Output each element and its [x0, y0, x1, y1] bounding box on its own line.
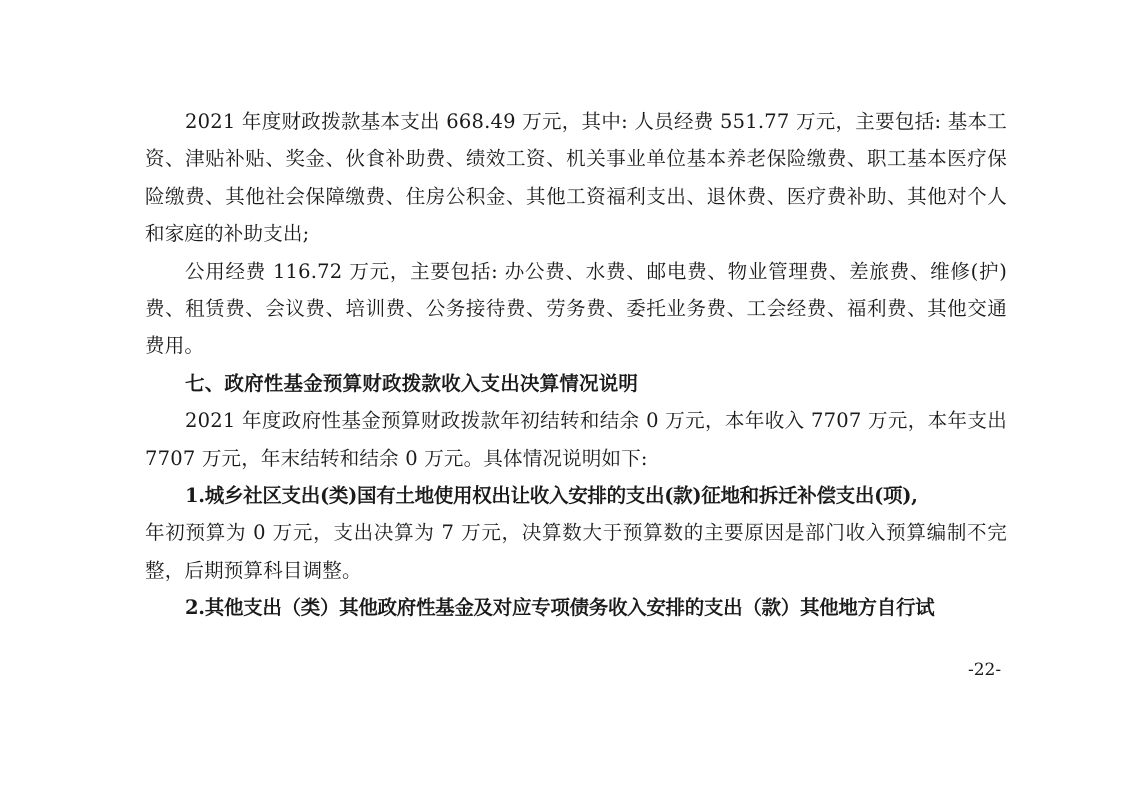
section-heading-government-fund: 七、政府性基金预算财政拨款收入支出决算情况说明 [185, 371, 639, 395]
paragraph-basic-expenditure: 2021 年度财政拨款基本支出 668.49 万元，其中: 人员经费 551.77 万元，主要包括: 基本工资、津贴补贴、奖金、伙食补助费、绩效工资、机关事业单位基本养老保险缴费、职工基本医疗保险缴费、其他社会保障缴费、住房公积金、其他工资福利支出、退休费、医疗费补助、其他对个人和家庭的补助支出; [145, 110, 1007, 246]
document-body [145, 103, 1007, 627]
item-1-heading: 1.城乡社区支出(类)国有土地使用权出让收入安排的支出(款)征地和拆迁补偿支出(项), [185, 484, 918, 508]
paragraph-government-fund-summary: 2021 年度政府性基金预算财政拨款年初结转和结余 0 万元，本年收入 7707 万元，本年支出 7707 万元，年末结转和结余 0 万元。具体情况说明如下: [145, 409, 1007, 470]
item-1-detail: 年初预算为 0 万元，支出决算为 7 万元，决算数大于预算数的主要原因是部门收入预算编制不完整，后期预算科目调整。 [145, 521, 1007, 582]
paragraph-public-expenses: 公用经费 116.72 万元，主要包括: 办公费、水费、邮电费、物业管理费、差旅费、维修(护)费、租赁费、会议费、培训费、公务接待费、劳务费、委托业务费、工会经费、福利费、其他交通费用。 [145, 259, 1007, 358]
page-number: -22- [968, 660, 1002, 680]
item-2-heading: 2.其他支出（类）其他政府性基金及对应专项债务收入安排的支出（款）其他地方自行试 [185, 596, 935, 620]
